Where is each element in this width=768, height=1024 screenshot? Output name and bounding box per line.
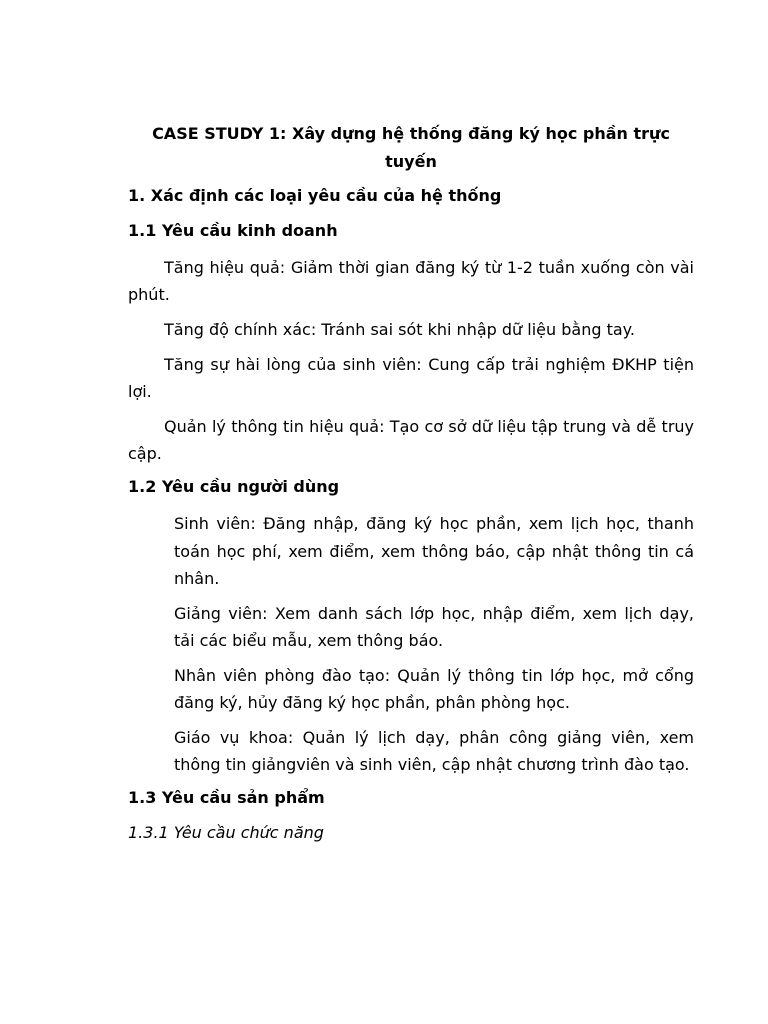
- user-requirement-faculty-office: Giáo vụ khoa: Quản lý lịch dạy, phân công giảng viên, xem thông tin giảngviên và sinh viên, cập nhật chương trình đào tạo.: [174, 727, 694, 774]
- section-1-2-heading: 1.2 Yêu cầu người dùng: [128, 477, 340, 496]
- business-requirement-satisfaction: Tăng sự hài lòng của sinh viên: Cung cấp trải nghiệm ĐKHP tiện lợi.: [128, 355, 694, 401]
- document-page: [128, 120, 694, 845]
- business-requirement-efficiency: Tăng hiệu quả: Giảm thời gian đăng ký từ 1-2 tuần xuống còn vài phút.: [128, 258, 694, 304]
- section-1-3-1-heading: 1.3.1 Yêu cầu chức năng: [128, 822, 324, 842]
- section-1-1-heading: 1.1 Yêu cầu kinh doanh: [128, 221, 338, 240]
- document-title: CASE STUDY 1: Xây dựng hệ thống đăng ký học phần trực tuyến: [152, 124, 670, 171]
- business-requirement-information: Quản lý thông tin hiệu quả: Tạo cơ sở dữ liệu tập trung và dễ truy cập.: [128, 417, 694, 463]
- business-requirement-accuracy: Tăng độ chính xác: Tránh sai sót khi nhập dữ liệu bằng tay.: [164, 320, 635, 339]
- section-1-3-heading: 1.3 Yêu cầu sản phẩm: [128, 787, 325, 807]
- user-requirement-student: Sinh viên: Đăng nhập, đăng ký học phần, xem lịch học, thanh toán học phí, xem điểm, xem thông báo, cập nhật thông tin cá nhân.: [174, 514, 694, 588]
- user-requirement-lecturer: Giảng viên: Xem danh sách lớp học, nhập điểm, xem lịch dạy, tải các biểu mẫu, xem thông báo.: [174, 603, 694, 650]
- user-requirement-training-staff: Nhân viên phòng đào tạo: Quản lý thông tin lớp học, mở cổng đăng ký, hủy đăng ký học phần, phân phòng học.: [174, 665, 694, 712]
- section-1-heading: 1. Xác định các loại yêu cầu của hệ thống: [128, 186, 502, 205]
